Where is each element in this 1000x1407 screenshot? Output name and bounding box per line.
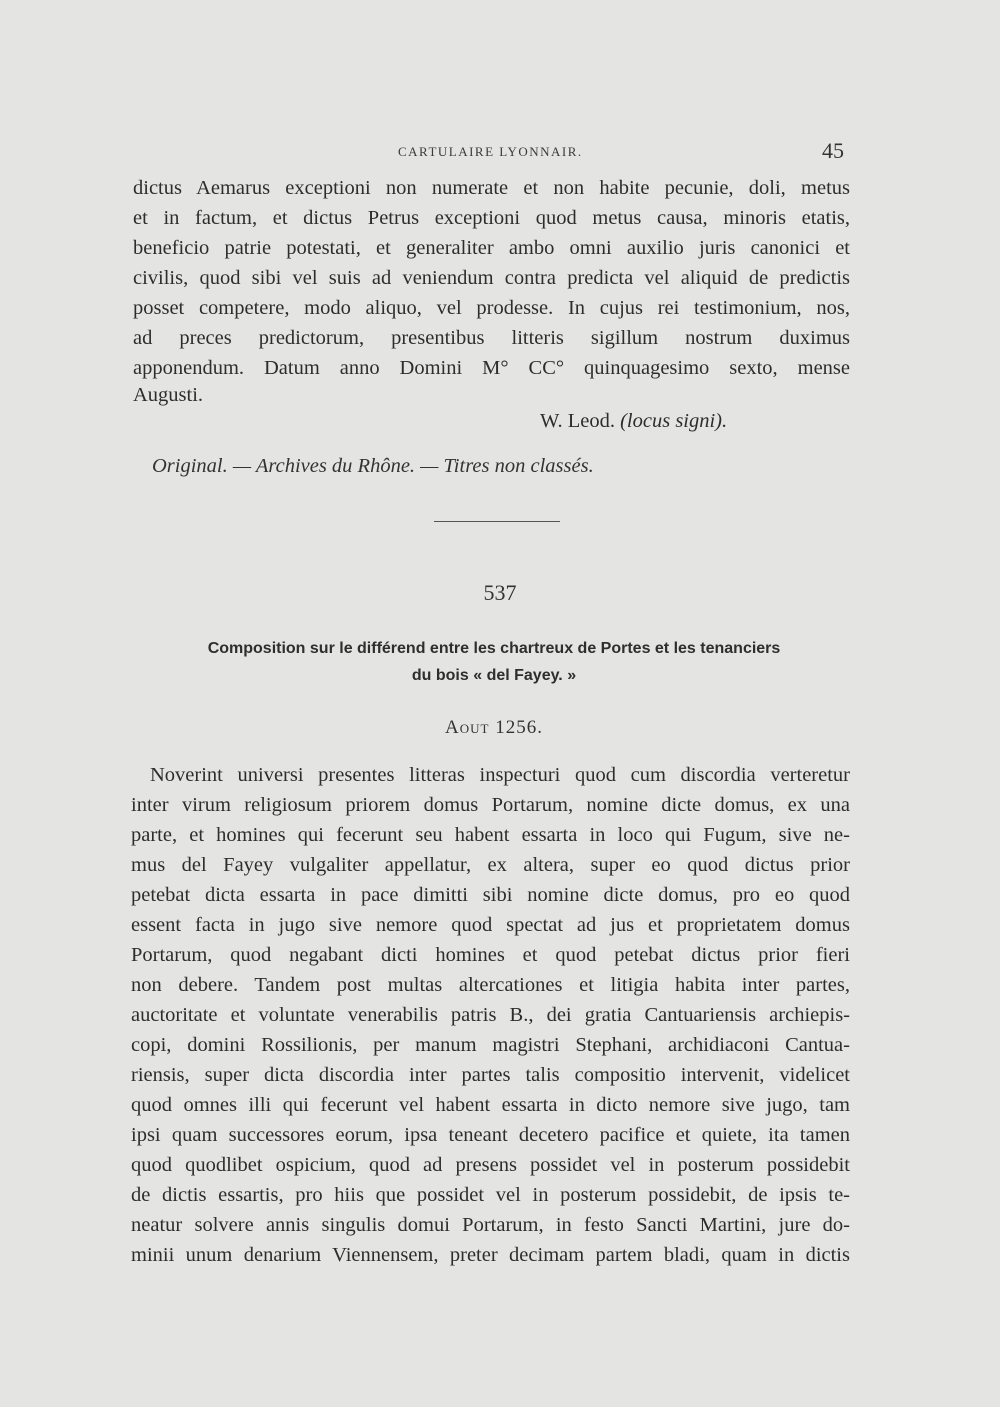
text-line: civilis, quod sibi vel suis ad veniendum contra predicta vel aliquid de predictis [133,267,850,289]
text-line: dictus Aemarus exceptioni non numerate et non habite pecunie, doli, metus [133,177,850,199]
text-line: non debere. Tandem post multas altercationes et litigia habita inter partes, [131,974,850,996]
running-head: CARTULAIRE LYONNAIR. [398,144,583,159]
text-line: mus del Fayey vulgaliter appellatur, ex altera, super eo quod dictus prior [131,854,850,876]
text-line: neatur solvere annis singulis domui Portarum, in festo Sancti Martini, jure do- [131,1214,850,1236]
page-number: 45 [822,138,844,163]
text-line: minii unum denarium Viennensem, preter decimam partem bladi, quam in dictis [131,1244,850,1266]
text-line: quod omnes illi qui fecerunt vel habent essarta in dicto nemore sive jugo, tam [131,1094,850,1116]
signature [540,410,727,433]
charter-number: 537 [483,580,517,605]
text-line: beneficio patrie potestati, et generaliter ambo omni auxilio juris canonici et [133,237,850,259]
signature-name: W. Leod. [540,410,615,432]
section-divider [434,521,560,522]
signature-note: (locus signi). [620,410,728,432]
text-line: quod quodlibet ospicium, quod ad presens possidet vel in posterum possidebit [131,1154,850,1176]
text-line: petebat dicta essarta in pace dimitti sibi nomine dicte domus, pro eo quod [131,884,850,906]
text-line: de dictis essartis, pro hiis que possidet vel in posterum possidebit, de ipsis te- [131,1184,850,1206]
source-note: Original. — Archives du Rhône. — Titres non classés. [152,455,594,477]
text-line: apponendum. Datum anno Domini M° CC° quinquagesimo sexto, mense [133,357,850,379]
charter-title-line: du bois « del Fayey. » [411,667,577,684]
text-line: et in factum, et dictus Petrus exceptioni quod metus causa, minoris etatis, [133,207,850,229]
charter-date [0,717,988,739]
text-line: ad preces predictorum, presentibus litteris sigillum nostrum duximus [133,327,850,349]
text-line: essent facta in jugo sive nemore quod spectat ad jus et proprietatem domus [131,914,850,936]
text-line: Noverint universi presentes litteras inspecturi quod cum discordia verteretur [150,764,850,786]
text-line: parte, et homines qui fecerunt seu habent essarta in loco qui Fugum, sive ne- [131,824,850,846]
text-line: auctoritate et voluntate venerabilis patris B., dei gratia Cantuariensis archiepis- [131,1004,850,1026]
text-line: ipsi quam successores eorum, ipsa teneant decetero pacifice et quiete, ita tamen [131,1124,850,1146]
text-line: posset competere, modo aliquo, vel prodesse. In cujus rei testimonium, nos, [133,297,850,319]
text-line: riensis, super dicta discordia inter partes talis compositio intervenit, videlicet [131,1064,850,1086]
text-line: copi, domini Rossilionis, per manum magistri Stephani, archidiaconi Cantua- [131,1034,850,1056]
charter-date-text: Aout 1256. [445,717,543,738]
text-line: Augusti. [133,384,204,406]
charter-title-line: Composition sur le différend entre les chartreux de Portes et les tenanciers [207,640,781,657]
text-line: inter virum religiosum priorem domus Portarum, nomine dicte domus, ex una [131,794,850,816]
text-line: Portarum, quod negabant dicti homines et quod petebat dictus prior fieri [131,944,850,966]
